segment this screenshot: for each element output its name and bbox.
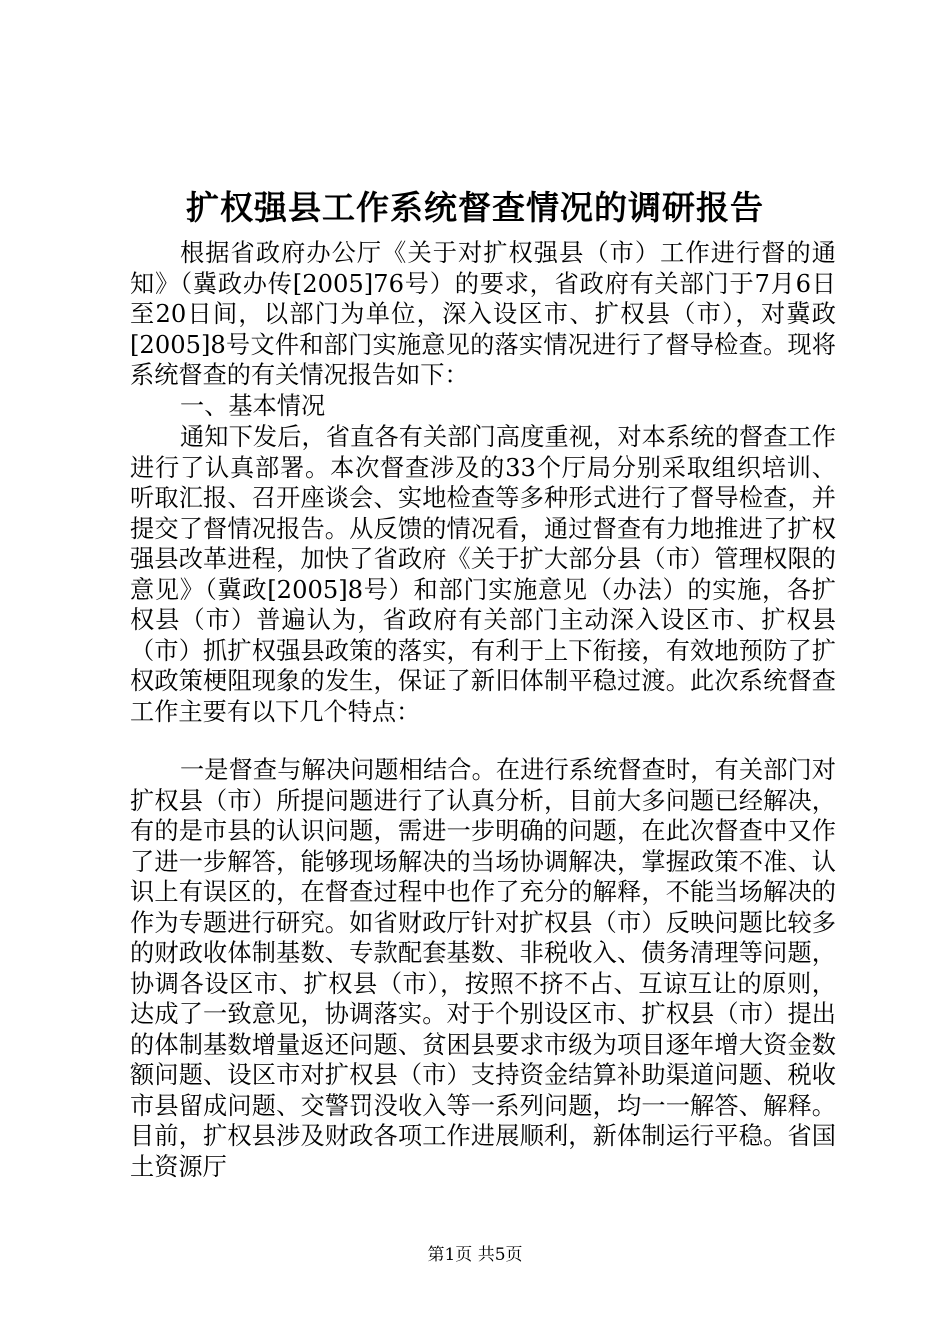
page-number-footer: 第1页 共5页 [427, 1245, 523, 1265]
feature-one-paragraph: 一是督查与解决问题相结合。在进行系统督查时，有关部门对扩权县（市）所提问题进行了认真分析，目前大多问题已经解决，有的是市县的认识问题，需进一步明确的问题，在此次督查中又作了进一步解答，能够现场解决的当场协调解决，掌握政策不准、认识上有误区的，在督查过程中也作了充分的解释，不能当场解决的作为专题进行研究。如省财政厅针对扩权县（市）反映问题比较多的财政收体制基数、专款配套基数、非税收入、债务清理等问题，协调各设区市、扩权县（市），按照不挤不占、互谅互让的原则，达成了一致意见，协调落实。对于个别设区市、扩权县（市）提出的体制基数增量返还问题、贫困县要求市级为项目逐年增大资金数额问题、设区市对扩权县（市）支持资金结算补助渠道问题、税收市县留成问题、交警罚没收入等一系列问题，均一一解答、解释。目前，扩权县涉及财政各项工作进展顺利，新体制运行平稳。省国土资源厅 [130, 756, 836, 1181]
document-title: 扩权强县工作系统督查情况的调研报告 [186, 188, 764, 227]
intro-paragraph: 根据省政府办公厅《关于对扩权强县（市）工作进行督的通知》（冀政办传[2005]76号）的要求，省政府有关部门于7月6日至20日间，以部门为单位，深入设区市、扩权县（市），对冀政[2005]8号文件和部门实施意见的落实情况进行了督导检查。现将系统督查的有关情况报告如下： [130, 239, 836, 389]
section-heading-basic-situation: 一、基本情况 [180, 392, 326, 420]
basic-situation-paragraph: 通知下发后，省直各有关部门高度重视，对本系统的督查工作进行了认真部署。本次督查涉及的33个厅局分别采取组织培训、听取汇报、召开座谈会、实地检查等多种形式进行了督导检查，并提交了督情况报告。从反馈的情况看，通过督查有力地推进了扩权强县改革进程，加快了省政府《关于扩大部分县（市）管理权限的意见》（冀政[2005]8号）和部门实施意见（办法）的实施，各扩权县（市）普遍认为，省政府有关部门主动深入设区市、扩权县（市）抓扩权强县政策的落实，有利于上下衔接，有效地预防了扩权政策梗阻现象的发生，保证了新旧体制平稳过渡。此次系统督查工作主要有以下几个特点： [130, 423, 836, 726]
